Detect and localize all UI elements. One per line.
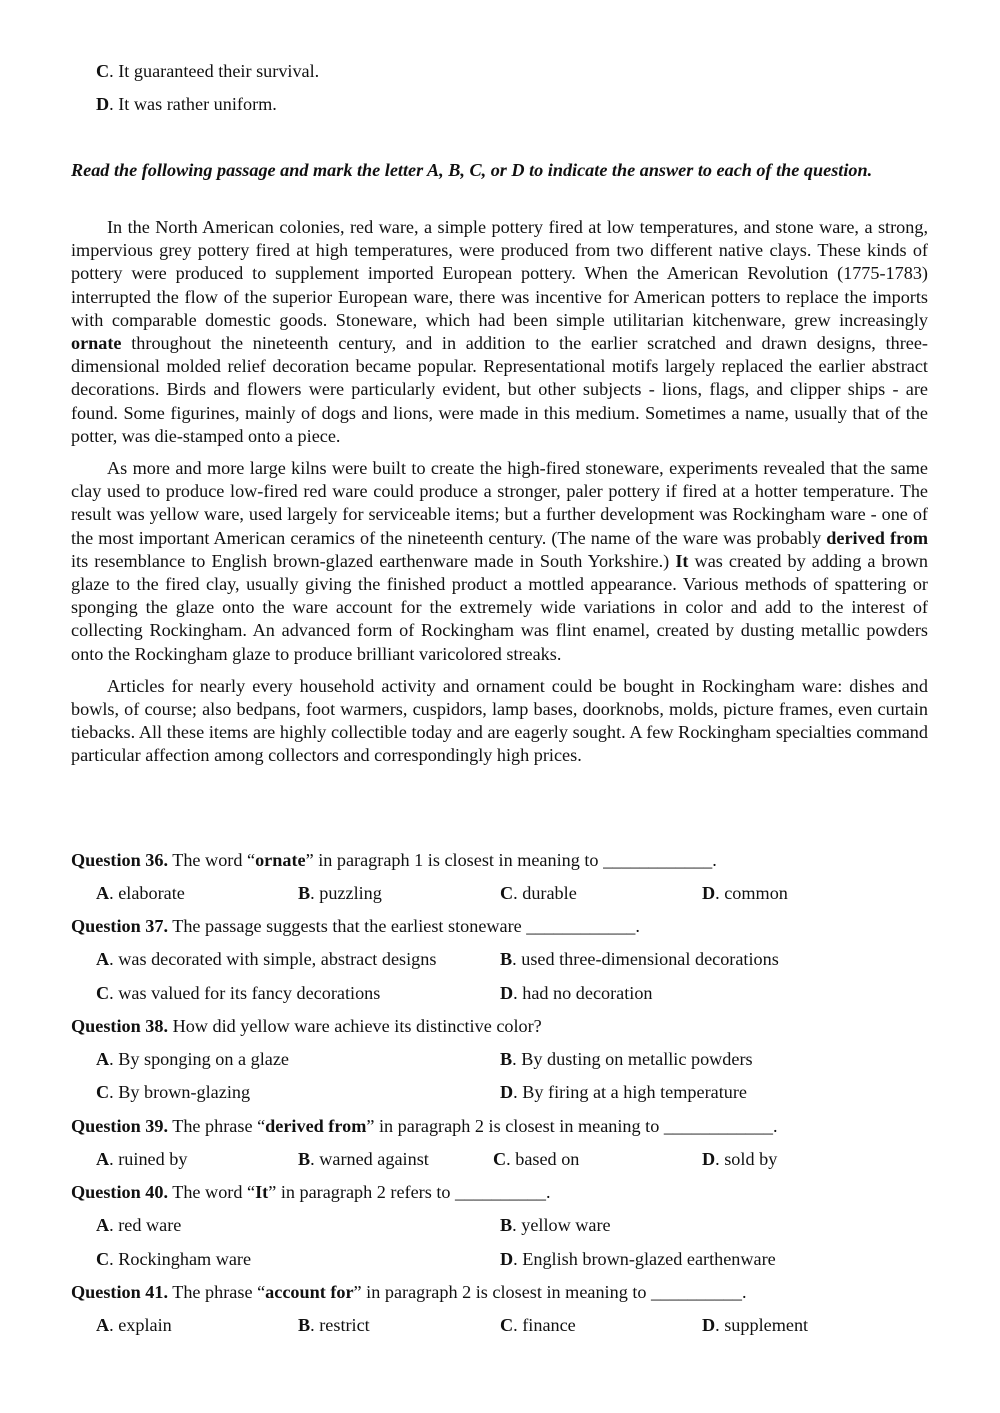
option-text: . red ware <box>109 1215 182 1235</box>
answer-option <box>96 93 277 116</box>
question-39 <box>71 1115 778 1138</box>
option-41-b[interactable] <box>298 1314 370 1337</box>
option-text: . restrict <box>310 1315 370 1335</box>
question-keyword: It <box>255 1182 269 1202</box>
keyword-derived-from: derived from <box>826 527 928 548</box>
option-letter: D <box>500 983 514 1003</box>
option-text: . It was rather uniform. <box>109 94 277 114</box>
passage-paragraph-3: Articles for nearly every household activity and ornament could be bought in Rockingham ware: dishes and bowls, of course; also bedpans, foot warmers, cuspidors, lamp bases, doorknobs, molds, picture frames, even curtain tiebacks. All these items are highly collectible today and are eagerly sought. A few Rockingham specialties command particular affection among collectors and correspondingly high prices. <box>71 675 928 766</box>
option-text: . finance <box>513 1315 576 1335</box>
option-38-c[interactable] <box>96 1081 250 1104</box>
option-letter: B <box>500 1049 513 1069</box>
option-text: . By dusting on metallic powders <box>512 1049 753 1069</box>
question-36 <box>71 849 717 872</box>
option-text: . By sponging on a glaze <box>109 1049 289 1069</box>
option-text: . yellow ware <box>512 1215 611 1235</box>
question-label: Question 36. <box>71 850 169 870</box>
option-letter: D <box>96 94 110 114</box>
paragraph-text: In the North American colonies, red ware, a simple pottery fired at low temperatures, and stone ware, a strong, impervious grey pottery fired at high temperatures, were produced from two different native clays. These kinds of pottery were produced to supplement imported European pottery. When the American Revolution (1775-1783) interrupted the flow of the superior European ware, there was incentive for American potters to replace the imports with comparable domestic goods. Stoneware, which had been simple utilitarian kitchenware, grew increasingly <box>71 217 928 330</box>
option-letter: C <box>96 983 110 1003</box>
option-text: . was valued for its fancy decorations <box>109 983 381 1003</box>
option-38-b[interactable] <box>500 1048 753 1071</box>
option-text: . ruined by <box>109 1149 188 1169</box>
option-text: . common <box>715 883 788 903</box>
option-letter: A <box>96 883 110 903</box>
option-letter: C <box>500 1315 514 1335</box>
option-39-d[interactable] <box>702 1148 777 1171</box>
option-41-a[interactable] <box>96 1314 172 1337</box>
option-40-a[interactable] <box>96 1214 181 1237</box>
question-keyword: derived from <box>265 1116 367 1136</box>
option-letter: C <box>96 1082 110 1102</box>
question-37 <box>71 915 640 938</box>
option-letter: A <box>96 1315 110 1335</box>
option-36-a[interactable] <box>96 882 185 905</box>
question-keyword: account for <box>265 1282 354 1302</box>
option-text: . By brown-glazing <box>109 1082 251 1102</box>
question-text: ” in paragraph 2 is closest in meaning to ____________. <box>366 1116 778 1136</box>
question-keyword: ornate <box>255 850 306 870</box>
question-text: ” in paragraph 2 is closest in meaning to __________. <box>353 1282 747 1302</box>
option-36-b[interactable] <box>298 882 382 905</box>
option-text: . had no decoration <box>513 983 653 1003</box>
option-text: . used three-dimensional decorations <box>512 949 779 969</box>
option-36-c[interactable] <box>500 882 577 905</box>
option-letter: B <box>500 949 513 969</box>
option-text: . English brown-glazed earthenware <box>513 1249 776 1269</box>
option-text: . based on <box>506 1149 580 1169</box>
keyword-ornate: ornate <box>71 333 122 354</box>
option-40-b[interactable] <box>500 1214 611 1237</box>
paragraph-text: throughout the nineteenth century, and in addition to the earlier scratched and drawn designs, three-dimensional molded relief decoration became popular. Representational motifs largely replaced the earlier abstract decorations. Birds and flowers were particularly evident, but other subjects - lions, flags, and clipper ships - are found. Some figurines, mainly of dogs and lions, were made in this medium. Sometimes a name, usually that of the potter, was die-stamped onto a piece. <box>71 333 928 446</box>
option-letter: A <box>96 1215 110 1235</box>
option-letter: C <box>493 1149 507 1169</box>
question-label: Question 40. <box>71 1182 169 1202</box>
option-36-d[interactable] <box>702 882 788 905</box>
option-letter: C <box>96 1249 110 1269</box>
option-letter: D <box>702 1315 716 1335</box>
option-38-d[interactable] <box>500 1081 747 1104</box>
keyword-it: It <box>675 550 689 571</box>
option-text: . By firing at a high temperature <box>513 1082 747 1102</box>
question-label: Question 41. <box>71 1282 169 1302</box>
option-37-d[interactable] <box>500 982 653 1005</box>
option-39-b[interactable] <box>298 1148 429 1171</box>
option-39-a[interactable] <box>96 1148 187 1171</box>
option-text: . warned against <box>310 1149 429 1169</box>
question-40 <box>71 1181 551 1204</box>
paragraph-text: its resemblance to English brown-glazed earthenware made in South Yorkshire.) <box>71 550 676 571</box>
option-38-a[interactable] <box>96 1048 289 1071</box>
option-text: . puzzling <box>310 883 382 903</box>
option-39-c[interactable] <box>493 1148 579 1171</box>
option-text: . supplement <box>715 1315 809 1335</box>
question-text: The phrase “ <box>168 1116 266 1136</box>
question-text: The word “ <box>168 1182 256 1202</box>
option-letter: D <box>500 1249 514 1269</box>
question-text: The word “ <box>168 850 256 870</box>
answer-option <box>96 60 319 83</box>
option-text: . elaborate <box>109 883 185 903</box>
section-instruction: Read the following passage and mark the letter A, B, C, or D to indicate the answer to each of the question. <box>71 160 873 180</box>
question-text: The passage suggests that the earliest stoneware ____________. <box>168 916 640 936</box>
passage-paragraph-1 <box>71 216 928 448</box>
option-letter: D <box>500 1082 514 1102</box>
question-text: ” in paragraph 1 is closest in meaning to ____________. <box>305 850 717 870</box>
option-40-d[interactable] <box>500 1248 776 1271</box>
question-label: Question 37. <box>71 916 169 936</box>
question-text: ” in paragraph 2 refers to __________. <box>268 1182 551 1202</box>
question-41 <box>71 1281 747 1304</box>
option-letter: B <box>298 883 311 903</box>
option-37-c[interactable] <box>96 982 380 1005</box>
option-text: . durable <box>513 883 577 903</box>
option-letter: D <box>702 883 716 903</box>
option-letter: A <box>96 949 110 969</box>
question-label: Question 39. <box>71 1116 169 1136</box>
option-letter: B <box>500 1215 513 1235</box>
option-letter: A <box>96 1049 110 1069</box>
option-text: . Rockingham ware <box>109 1249 252 1269</box>
option-letter: B <box>298 1149 311 1169</box>
question-38 <box>71 1015 542 1038</box>
paragraph-text: was created by adding a brown glaze to the fired clay, usually giving the finished product a mottled appearance. Various methods of spattering or sponging the glaze onto the ware account for the extremely wide variations in color and add to the interest of collecting Rockingham. An advanced form of Rockingham was flint enamel, created by dusting metallic powders onto the Rockingham glaze to produce brilliant varicolored streaks. <box>71 550 929 664</box>
option-41-d[interactable] <box>702 1314 808 1337</box>
question-text: How did yellow ware achieve its distinctive color? <box>168 1016 542 1036</box>
option-37-a[interactable] <box>96 948 436 971</box>
option-text: . It guaranteed their survival. <box>109 61 320 81</box>
passage-paragraph-2 <box>71 457 928 666</box>
reading-passage <box>71 216 928 777</box>
option-41-c[interactable] <box>500 1314 576 1337</box>
option-letter: B <box>298 1315 311 1335</box>
option-text: . sold by <box>715 1149 778 1169</box>
question-text: The phrase “ <box>168 1282 266 1302</box>
question-label: Question 38. <box>71 1016 169 1036</box>
option-text: . was decorated with simple, abstract designs <box>109 949 437 969</box>
option-letter: C <box>96 61 110 81</box>
option-37-b[interactable] <box>500 948 779 971</box>
paragraph-text: As more and more large kilns were built to create the high-fired stoneware, experiments revealed that the same clay used to produce low-fired red ware could produce a stronger, paler pottery if fired at a hotter temperature. The result was yellow ware, used largely for serviceable items; but a further development was Rockingham ware - one of the most important American ceramics of the nineteenth century. (The name of the ware was probably <box>71 458 928 548</box>
option-40-c[interactable] <box>96 1248 251 1271</box>
option-letter: A <box>96 1149 110 1169</box>
option-text: . explain <box>109 1315 172 1335</box>
option-letter: C <box>500 883 514 903</box>
option-letter: D <box>702 1149 716 1169</box>
